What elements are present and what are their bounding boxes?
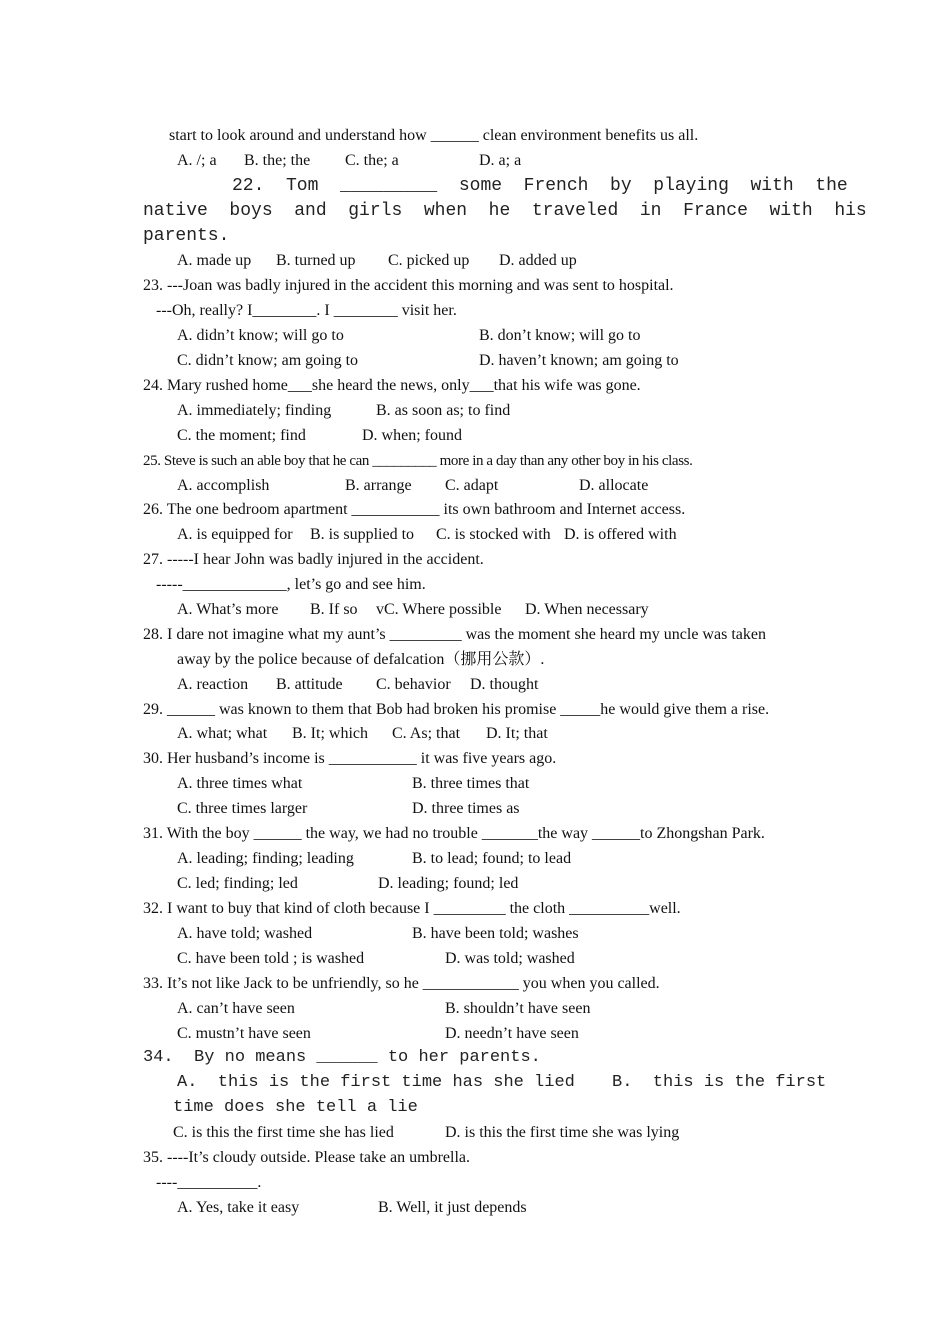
q26-option-b: B. is supplied to bbox=[310, 526, 415, 543]
q23-option-d: D. haven’t known; am going to bbox=[479, 352, 679, 369]
q27-option-a: A. What’s more bbox=[177, 601, 279, 618]
q34-stem: 34. By no means ______ to her parents. bbox=[143, 1048, 541, 1067]
q23-stem: 23. ---Joan was badly injured in the accident this morning and was sent to hospital. bbox=[143, 277, 674, 294]
q27-stem: 27. -----I hear John was badly injured in the accident. bbox=[143, 551, 484, 568]
q26-option-a: A. is equipped for bbox=[177, 526, 293, 543]
q24-stem: 24. Mary rushed home___she heard the news, only___that his wife was gone. bbox=[143, 377, 641, 394]
q33-option-a: A. can’t have seen bbox=[177, 1000, 295, 1017]
q31-option-b: B. to lead; found; to lead bbox=[412, 850, 572, 867]
q26-option-c: C. is stocked with bbox=[436, 526, 551, 543]
q25-stem: 25. Steve is such an able boy that he can _________ more in a day than any other boy in his class. bbox=[143, 453, 693, 469]
q35-stem: 35. ----It’s cloudy outside. Please take an umbrella. bbox=[143, 1149, 471, 1166]
q26-option-d: D. is offered with bbox=[564, 526, 677, 543]
q28-option-d: D. thought bbox=[470, 676, 539, 693]
q30-option-b: B. three times that bbox=[412, 775, 530, 792]
q30-stem: 30. Her husband’s income is ___________ it was five years ago. bbox=[143, 750, 557, 767]
q25-option-b: B. arrange bbox=[345, 477, 412, 494]
q33-option-c: C. mustn’t have seen bbox=[177, 1025, 311, 1042]
q33-stem: 33. It’s not like Jack to be unfriendly, so he ____________ you when you called. bbox=[143, 975, 660, 992]
q31-option-a: A. leading; finding; leading bbox=[177, 850, 354, 867]
q23-option-a: A. didn’t know; will go to bbox=[177, 327, 344, 344]
q22-option-b: B. turned up bbox=[276, 252, 356, 269]
q28-stem: 28. I dare not imagine what my aunt’s _________ was the moment she heard my uncle was taken bbox=[143, 626, 766, 643]
q21-option-d: D. a; a bbox=[479, 152, 522, 169]
q28-option-a: A. reaction bbox=[177, 676, 249, 693]
q25-option-a: A. accomplish bbox=[177, 477, 270, 494]
q25-option-d: D. allocate bbox=[579, 477, 649, 494]
q29-option-c: C. As; that bbox=[392, 725, 461, 742]
q28-stem-line2: away by the police because of defalcation（挪用公款）. bbox=[177, 651, 545, 668]
q24-option-a: A. immediately; finding bbox=[177, 402, 332, 419]
q35-reply: ----__________. bbox=[156, 1174, 262, 1191]
q34-option-a: A. this is the first time has she lied bbox=[177, 1073, 575, 1092]
q22-option-c: C. picked up bbox=[388, 252, 470, 269]
q25-option-c: C. adapt bbox=[445, 477, 499, 494]
q24-option-d: D. when; found bbox=[362, 427, 462, 444]
q31-stem: 31. With the boy ______ the way, we had no trouble _______the way ______to Zhongshan Park. bbox=[143, 825, 765, 842]
q27-reply: -----_____________, let’s go and see him. bbox=[156, 576, 426, 593]
q22-stem-line1: 22. Tom _________ some French by playing with the bbox=[232, 176, 848, 196]
q24-option-c: C. the moment; find bbox=[177, 427, 306, 444]
q23-reply: ---Oh, really? I________. I ________ visit her. bbox=[156, 302, 457, 319]
q21-option-b: B. the; the bbox=[244, 152, 311, 169]
q31-option-c: C. led; finding; led bbox=[177, 875, 298, 892]
q35-option-b: B. Well, it just depends bbox=[378, 1199, 527, 1216]
q29-option-b: B. It; which bbox=[292, 725, 368, 742]
q26-stem: 26. The one bedroom apartment ___________ its own bathroom and Internet access. bbox=[143, 501, 686, 518]
q29-option-a: A. what; what bbox=[177, 725, 268, 742]
q33-option-b: B. shouldn’t have seen bbox=[445, 1000, 591, 1017]
q21-option-a: A. /; a bbox=[177, 152, 217, 169]
q29-option-d: D. It; that bbox=[486, 725, 548, 742]
q28-option-c: C. behavior bbox=[376, 676, 451, 693]
q32-option-a: A. have told; washed bbox=[177, 925, 313, 942]
q31-option-d: D. leading; found; led bbox=[378, 875, 519, 892]
q30-option-c: C. three times larger bbox=[177, 800, 308, 817]
q34-option-d: D. is this the first time she was lying bbox=[445, 1124, 680, 1141]
q34-option-b-continued: time does she tell a lie bbox=[173, 1098, 418, 1117]
q32-option-c: C. have been told ; is washed bbox=[177, 950, 365, 967]
q28-option-b: B. attitude bbox=[276, 676, 343, 693]
q34-option-b: B. this is the first bbox=[612, 1073, 827, 1092]
q32-stem: 32. I want to buy that kind of cloth because I _________ the cloth __________well. bbox=[143, 900, 681, 917]
q23-option-c: C. didn’t know; am going to bbox=[177, 352, 359, 369]
q22-stem-line3: parents. bbox=[143, 226, 230, 246]
q22-stem-line2: native boys and girls when he traveled in France with his bbox=[143, 201, 867, 221]
q34-option-c: C. is this the first time she has lied bbox=[173, 1124, 394, 1141]
q24-option-b: B. as soon as; to find bbox=[376, 402, 511, 419]
q22-option-d: D. added up bbox=[499, 252, 577, 269]
q21-stem: start to look around and understand how ______ clean environment benefits us all. bbox=[169, 127, 699, 144]
q30-option-d: D. three times as bbox=[412, 800, 520, 817]
q35-option-a: A. Yes, take it easy bbox=[177, 1199, 300, 1216]
q23-option-b: B. don’t know; will go to bbox=[479, 327, 641, 344]
q21-option-c: C. the; a bbox=[345, 152, 399, 169]
q22-option-a: A. made up bbox=[177, 252, 252, 269]
q32-option-d: D. was told; washed bbox=[445, 950, 575, 967]
q33-option-d: D. needn’t have seen bbox=[445, 1025, 579, 1042]
q27-option-c: vC. Where possible bbox=[376, 601, 502, 618]
q32-option-b: B. have been told; washes bbox=[412, 925, 579, 942]
q27-option-b: B. If so bbox=[310, 601, 358, 618]
q27-option-d: D. When necessary bbox=[525, 601, 649, 618]
q29-stem: 29. ______ was known to them that Bob had broken his promise _____he would give them a rise. bbox=[143, 701, 770, 718]
q30-option-a: A. three times what bbox=[177, 775, 303, 792]
